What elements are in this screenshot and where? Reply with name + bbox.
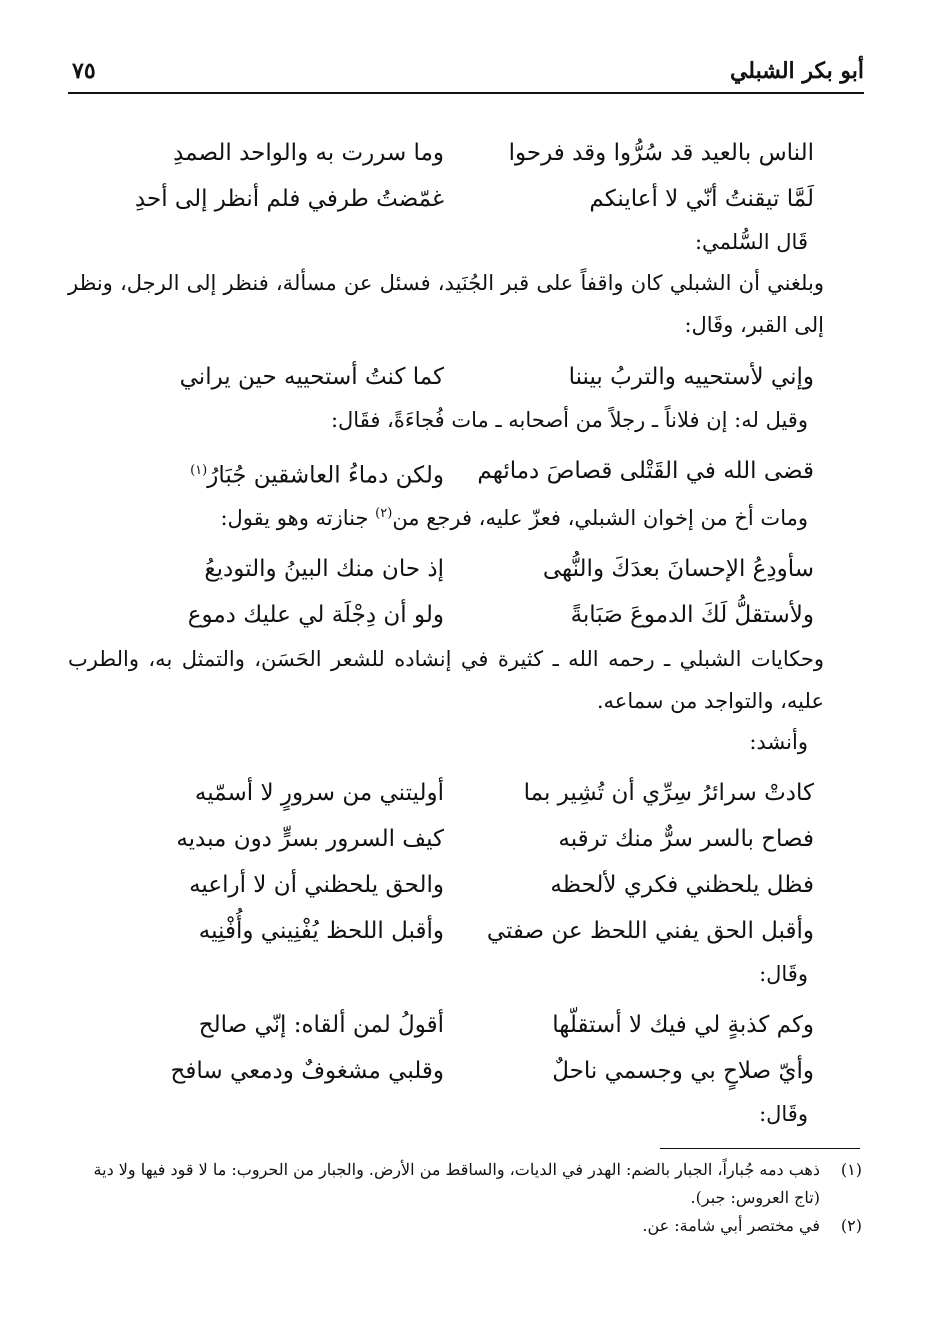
verse-second-hemistich: وأقبل اللحظ يُفْنِيني وأُفْنِيه — [198, 918, 444, 944]
verse-line — [68, 354, 864, 400]
verse-first-hemistich: وإني لأستحييه والتربُ بيننا — [568, 364, 814, 390]
caption-text: ومات أخ من إخوان الشبلي، فعزّ عليه، فرجع من — [392, 506, 808, 530]
narration-caption — [68, 494, 864, 538]
verse-second-hemistich: أقولُ لمن ألقاه: إنّي صالح — [198, 1012, 444, 1038]
verse-first-hemistich: فظل يلحظني فكري لألحظه — [550, 872, 814, 898]
verse-first-hemistich: فصاح بالسر سرٌّ منك ترقبه — [558, 826, 814, 852]
verse-line — [68, 908, 864, 954]
verse-line — [68, 816, 864, 862]
speaker-caption: وقَال: — [759, 1102, 808, 1126]
prose-paragraph: وبلغني أن الشبلي كان واقفاً على قبر الجُنَيد، فسئل عن مسألة، فنظر إلى الرجل، ونظر إلى القبر، وقَال: — [68, 271, 824, 337]
verse-first-hemistich: لَمَّا تيقنتُ أنّي لا أعاينكم — [589, 186, 814, 212]
footnote-divider — [660, 1148, 860, 1149]
verse-second-hemistich: كيف السرور بسرٍّ دون مبديه — [176, 826, 444, 852]
verse-first-hemistich: الناس بالعيد قد سُرُّوا وقد فرحوا — [508, 140, 814, 166]
caption-text: جنازته وهو يقول: — [220, 506, 376, 530]
footnote-reference[interactable]: (٢) — [375, 506, 393, 521]
footnote-marker: (١) — [840, 1160, 862, 1179]
footnote — [68, 1212, 864, 1240]
verse-first-hemistich: سأودِعُ الإحسانَ بعدَكَ والنُّهى — [542, 556, 814, 582]
footnotes — [68, 1156, 864, 1240]
verse-first-hemistich: ولأستقلُّ لَكَ الدموعَ صَبَابةً — [570, 602, 814, 628]
verse-second-hemistich: إذ حان منك البينُ والتوديعُ — [204, 556, 444, 582]
verse-first-hemistich: وكم كذبةٍ لي فيك لا أستقلّها — [552, 1012, 814, 1038]
footnote-text: في مختصر أبي شامة: عن. — [642, 1216, 820, 1235]
footnote-text: ذهب دمه جُباراً، الجبار بالضم: الهدر في الديات، والساقط من الأرض. والجبار من الحروب: ما لا قود فيها ولا دية (تاج العروس: جبر). — [93, 1160, 820, 1207]
speaker-caption: قَال السُّلمي: — [694, 230, 808, 254]
verse-second-hemistich: كما كنتُ أستحييه حين يراني — [179, 364, 444, 390]
verse-second-hemistich: والحق يلحظني أن لا أراعيه — [189, 872, 444, 898]
narration-caption: وقيل له: إن فلاناً ـ رجلاً من أصحابه ـ مات فُجاءَةً، فقَال: — [330, 408, 808, 432]
verse-line — [68, 176, 864, 222]
running-title: أبو بكر الشبلي — [729, 58, 864, 84]
verse-line — [68, 862, 864, 908]
verse-first-hemistich: وأيّ صلاحٍ بي وجسمي ناحلٌ — [552, 1058, 814, 1084]
verse-line — [68, 546, 864, 592]
verse-second-hemistich: وما سررت به والواحد الصمدِ — [173, 140, 444, 166]
verse-line — [68, 130, 864, 176]
verse-line — [68, 592, 864, 638]
running-header — [68, 52, 864, 94]
verse-first-hemistich: كادتْ سرائرُ سِرِّي أن تُشِير بما — [523, 780, 814, 806]
verse-second-hemistich: ولو أن دِجْلَة لي عليك دموع — [187, 602, 444, 628]
verse-second-hemistich — [190, 448, 444, 499]
page-body — [68, 130, 864, 1134]
verse-line — [68, 770, 864, 816]
verse-second-hemistich: أوليتني من سرورٍ لا أسمّيه — [194, 780, 444, 806]
verse-first-hemistich: قضى الله في القَتْلى قصاصَ دمائهم — [477, 458, 814, 484]
footnote-marker: (٢) — [840, 1216, 862, 1235]
speaker-caption: وقَال: — [759, 962, 808, 986]
verse-line — [68, 1048, 864, 1094]
verse-line — [68, 448, 864, 494]
verse-text: ولكن دماءُ العاشقين جُبَارُ — [207, 462, 444, 489]
footnote — [68, 1156, 864, 1212]
prose-paragraph: وحكايات الشبلي ـ رحمه الله ـ كثيرة في إنشاده للشعر الحَسَن، والتمثل به، والطرب عليه، والتواجد من سماعه. — [68, 647, 824, 713]
speaker-caption: وأنشد: — [749, 730, 808, 754]
footnote-reference[interactable]: (١) — [190, 463, 208, 478]
verse-line — [68, 1002, 864, 1048]
page-number: ٧٥ — [72, 58, 96, 84]
verse-second-hemistich: غمّضتُ طرفي فلم أنظر إلى أحدِ — [134, 186, 444, 212]
verse-second-hemistich: وقلبي مشغوفٌ ودمعي سافح — [170, 1058, 444, 1084]
verse-first-hemistich: وأقبل الحق يفني اللحظ عن صفتي — [486, 918, 814, 944]
